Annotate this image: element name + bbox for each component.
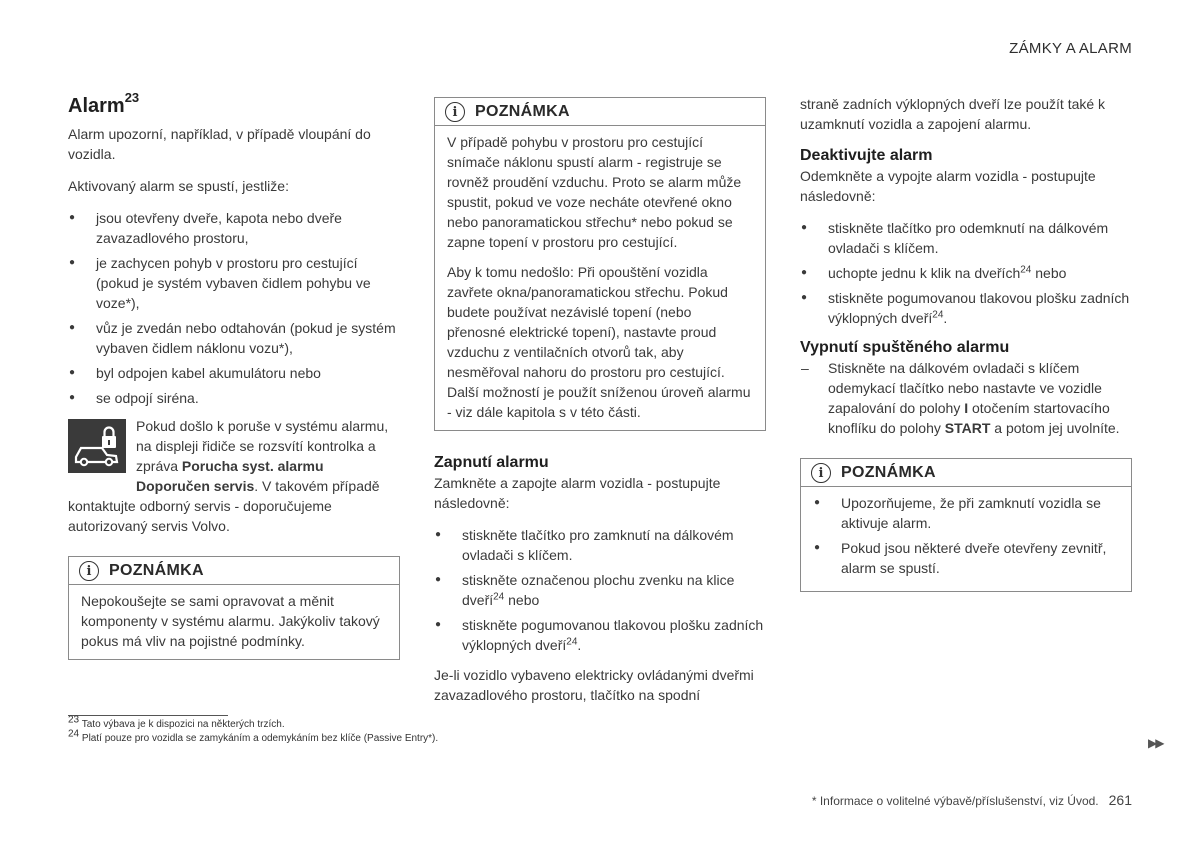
info-icon: i (79, 561, 99, 581)
section-header: ZÁMKY A ALARM (1009, 40, 1132, 57)
item-text: stiskněte tlačítko pro zamknutí na dálkovém ovladači s klíčem. (462, 527, 734, 563)
footnote-text: Platí pouze pro vozidla se zamykáním a odemykáním bez klíče (Passive Entry*). (81, 733, 439, 744)
note-box (800, 458, 1132, 592)
item-text-end: a potom jej uvolníte. (990, 420, 1120, 436)
list-item (434, 615, 766, 655)
note-header (69, 557, 399, 585)
list-item (434, 525, 766, 565)
list-item: ● vůz je zvedán nebo odtahován (pokud je systém vybaven čidlem náklonu vozu*), (68, 318, 400, 358)
section-lead: Zamkněte a zapojte alarm vozidla - postupujte následovně: (434, 475, 721, 511)
section-heading: Zapnutí alarmu (434, 454, 549, 471)
section-lead: Odemkněte a vypojte alarm vozidla - postupujte následovně: (800, 168, 1096, 204)
title-footnote-ref: 23 (124, 90, 140, 106)
item-text-end: . (943, 310, 948, 326)
footnote (68, 714, 438, 732)
footer-info: * Informace o volitelné výbavě/příslušenství, viz Úvod. (811, 794, 1099, 808)
footnote-number: 23 (68, 714, 80, 726)
footnote-divider (68, 715, 228, 716)
list-item: ● byl odpojen kabel akumulátoru nebo (68, 363, 400, 383)
warning-message: Porucha syst. alarmu Doporučen servis (136, 458, 324, 494)
page-title (68, 90, 400, 118)
intro-text: Alarm upozorní, například, v případě vloupání do vozidla. (68, 126, 371, 162)
page-number: 261 (1108, 792, 1132, 808)
footnote-number: 24 (68, 728, 80, 740)
disarm-steps (800, 218, 1132, 328)
list-item: ● se odpojí siréna. (68, 388, 400, 408)
note-body (801, 487, 1131, 591)
column-2 (434, 97, 766, 717)
column-3 (800, 94, 1132, 612)
item-text: otočením startovacího knoflíku do polohy (828, 400, 1110, 436)
info-icon: i (445, 102, 465, 122)
note-box (434, 97, 766, 431)
list-item (800, 263, 1132, 283)
arm-tail: Je-li vozidlo vybaveno elektricky ovládanými dveřmi zavazadlového prostoru, tlačítko na spodní (434, 667, 754, 703)
item-text: Stiskněte na dálkovém ovladači s klíčem odemykací tlačítko nebo nastavte ve vozidle zapalování do polohy (828, 360, 1102, 416)
note-body (69, 585, 399, 659)
section-heading: Deaktivujte alarm (800, 147, 933, 164)
note-body (435, 126, 765, 430)
trigger-list (68, 208, 400, 408)
start-position: START (944, 420, 991, 436)
item-text-end: nebo (504, 592, 540, 608)
note-header (435, 98, 765, 126)
ignition-position: I (964, 400, 969, 416)
footnote-text: Tato výbava je k dispozici na některých trzích. (81, 719, 285, 730)
note-title: POZNÁMKA (841, 464, 936, 481)
item-text: uchopte jednu k klik na dveřích (828, 265, 1021, 281)
trigger-lead: Aktivovaný alarm se spustí, jestliže: (68, 178, 289, 194)
warning-text-end: . V takovém případě kontaktujte odborný servis - doporučujeme autorizovaný servis Volvo. (68, 478, 380, 534)
note-text: Nepokoušejte se sami opravovat a měnit komponenty v systému alarmu. Jakýkoliv takový pokus má vliv na pojistné podmínky. (81, 593, 380, 649)
note-header (801, 459, 1131, 487)
note-list (813, 493, 1119, 578)
item-text: stiskněte označenou plochu zvenku na klice dveří (462, 572, 735, 608)
page-footer (812, 792, 1132, 808)
info-icon: i (811, 463, 831, 483)
list-item: ● je zachycen pohyb v prostoru pro cestující (pokud je systém vybaven čidlem pohybu ve voze*), (68, 253, 400, 313)
arm-steps (434, 525, 766, 655)
footnote (68, 728, 439, 746)
note-title: POZNÁMKA (475, 103, 570, 120)
list-item: ● jsou otevřeny dveře, kapota nebo dveře zavazadlového prostoru, (68, 208, 400, 248)
footnote-ref: 24 (493, 591, 505, 603)
list-item (800, 218, 1132, 258)
continued-text: straně zadních výklopných dveří lze použít také k uzamknutí vozidla a zapojení alarmu. (800, 96, 1106, 132)
item-text: stiskněte pogumovanou tlakovou plošku zadních výklopných dveří (828, 290, 1130, 326)
list-item: ● Pokud jsou některé dveře otevřeny zevnitř, alarm se spustí. (813, 538, 1119, 578)
section-heading: Vypnutí spuštěného alarmu (800, 339, 1010, 356)
note-paragraph: V případě pohybu v prostoru pro cestující snímače náklonu spustí alarm - registruje se rovněž proudění vzduchu. Proto se alarm může spustit, pokud ve voze necháte otevřené okno nebo panoramatickou střechu* nebo pokud se zapne topení v prostoru pro cestující. (447, 134, 742, 250)
item-text-end: . (577, 637, 582, 653)
car-lock-icon (68, 419, 126, 473)
footnote-ref: 24 (932, 309, 944, 321)
list-item (800, 358, 1132, 438)
continue-arrows-icon: ▶▶ (1148, 736, 1163, 750)
warning-block (68, 416, 400, 536)
list-item (434, 570, 766, 610)
footnote-ref: 24 (566, 636, 578, 648)
warning-text: Pokud došlo k poruše v systému alarmu, na displeji řidiče se rozsvítí kontrolka a zpráva (136, 418, 389, 474)
item-text: stiskněte pogumovanou tlakovou plošku zadních výklopných dveří (462, 617, 764, 653)
footnotes (68, 714, 439, 746)
note-title: POZNÁMKA (109, 562, 204, 579)
footnote-ref: 24 (1020, 264, 1032, 276)
note-paragraph: Aby k tomu nedošlo: Při opouštění vozidla zavřete okna/panoramatickou střechu. Pokud budete používat nezávislé topení (nebo přenosné elektrické topení), nastavte proud vzduchu z ventilačních otvorů tak, aby nesměřoval nahoru do prostoru pro cestující. Další možností je použít sníženou úroveň alarmu - viz dále kapitola s v této části. (447, 264, 751, 420)
item-text: stiskněte tlačítko pro odemknutí na dálkovém ovladači s klíčem. (828, 220, 1109, 256)
column-1 (68, 90, 400, 680)
stop-steps (800, 358, 1132, 438)
item-text-end: nebo (1031, 265, 1067, 281)
note-box (68, 556, 400, 660)
title-text: Alarm (68, 95, 125, 117)
list-item (800, 288, 1132, 328)
list-item: ● Upozorňujeme, že při zamknutí vozidla se aktivuje alarm. (813, 493, 1119, 533)
